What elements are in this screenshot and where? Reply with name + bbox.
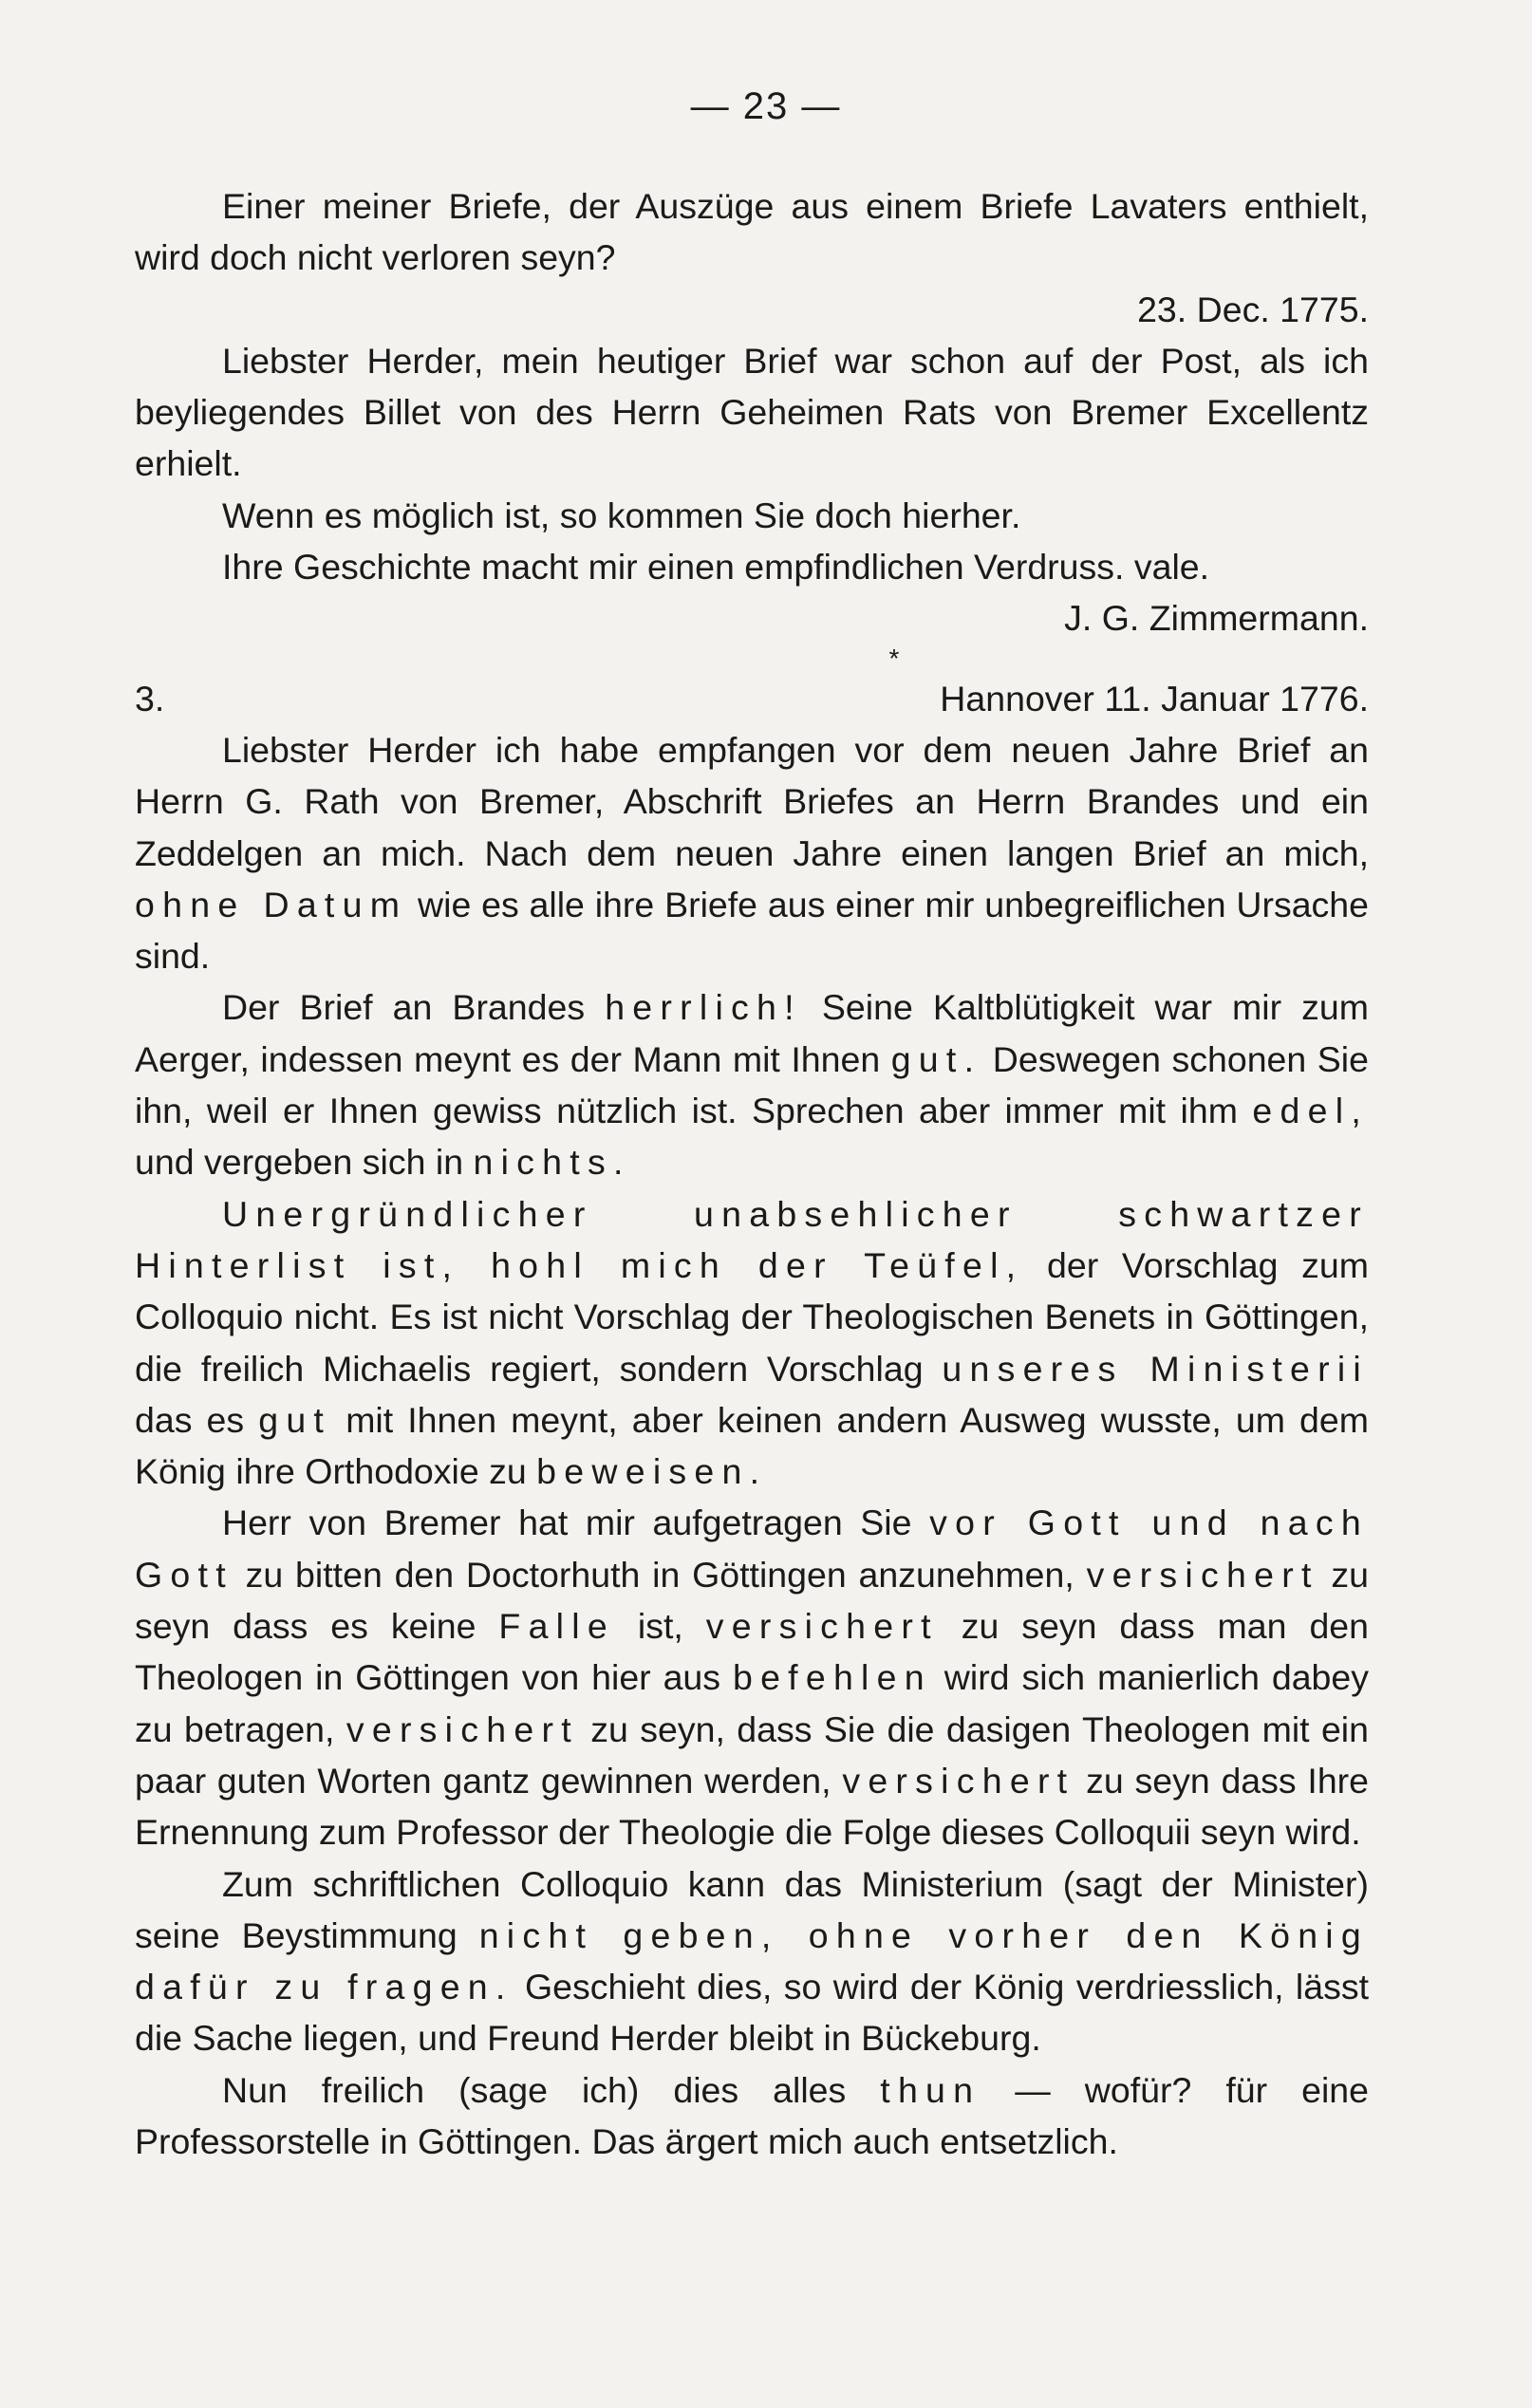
letter-place-date: Hannover 11. Januar 1776. [940, 678, 1369, 719]
page-number: — 23 — [690, 85, 842, 127]
paragraph [135, 1497, 1369, 1857]
paragraph: Einer meiner Briefe, der Auszüge aus einem Briefe Lavaters enthielt, wird doch nicht verloren seyn? [135, 186, 1369, 278]
paragraph [135, 2064, 1369, 2168]
spaced-emphasis: gut [258, 1399, 332, 1440]
paragraph: Ihre Geschichte macht mir einen empfindlichen Verdruss. vale. [222, 547, 1210, 588]
spaced-emphasis: thun [880, 2069, 981, 2110]
spaced-emphasis: befehlen [732, 1657, 932, 1698]
text-run: Der Brief an Brandes [222, 987, 586, 1028]
text-run: Nun freilich (sage ich) dies alles [222, 2069, 847, 2110]
spaced-emphasis: versichert [346, 1708, 579, 1749]
spaced-emphasis: edel, [1252, 1091, 1369, 1131]
text-run: Herr von Bremer hat mir aufgetragen Sie [222, 1503, 912, 1543]
text-run: wie es alle ihre Briefe aus einer mir unbegreiflichen Ursache sind. [135, 884, 1370, 977]
text-run: — wofür? für eine Professorstelle in Göttingen. Das ärgert mich auch entsetzlich. [135, 2069, 1369, 2161]
spaced-emphasis: nicht geben, ohne vorher den König dafür zu fragen. [135, 1914, 1369, 2007]
text-run: zu seyn, dass Sie die dasigen Theologen mit ein paar guten Worten gantz gewinnen werden, [135, 1708, 1369, 1801]
spaced-emphasis: ohne Datum [135, 884, 408, 924]
text-run: Liebster Herder ich habe empfangen vor dem neuen Jahre Brief an Herrn G. Rath von Bremer, Abschrift Briefes an Herrn Brandes und ein Zeddelgen an mich. Nach dem neuen Jahre einen langen Brief an mich, [135, 729, 1369, 873]
paragraph [135, 981, 1369, 1187]
letter-number: 3. [135, 678, 165, 719]
spaced-emphasis: nichts. [473, 1142, 631, 1183]
letter-date: 23. Dec. 1775. [1137, 289, 1369, 329]
text-run: zu seyn dass es keine [135, 1554, 1370, 1647]
text-run: zu bitten den Doctorhuth in Göttingen anzunehmen, [245, 1554, 1074, 1595]
text-run: ist, [637, 1606, 683, 1647]
text-run: wird sich manierlich dabey zu betragen, [135, 1657, 1370, 1749]
text-run: zu seyn dass Ihre Ernennung zum Professor der Theologie die Folge dieses Colloquii seyn wird. [135, 1760, 1370, 1853]
paragraph [135, 1858, 1369, 2064]
spaced-emphasis: Unergründlicher unabsehlicher schwartzer Hinterlist ist, hohl mich der Teüfel, [135, 1193, 1369, 1285]
spaced-emphasis: versichert [842, 1760, 1075, 1801]
spaced-emphasis: herrlich! [605, 987, 802, 1028]
spaced-emphasis: gut. [890, 1038, 982, 1079]
section-separator: * [888, 643, 900, 673]
spaced-emphasis: versichert [1086, 1554, 1319, 1595]
text-run: mit Ihnen meynt, aber keinen andern Ausweg wusste, um dem König ihre Orthodoxie zu [135, 1399, 1369, 1492]
spaced-emphasis: versichert [705, 1606, 939, 1647]
signature: J. G. Zimmermann. [1064, 598, 1369, 639]
spaced-emphasis: vor Gott und nach Gott [135, 1503, 1369, 1595]
paragraph [135, 1188, 1369, 1498]
body-text [135, 180, 1369, 2167]
text-run: Geschieht dies, so wird der König verdriesslich, lässt die Sache liegen, und Freund Herder bleibt in Bückeburg. [135, 1967, 1369, 2059]
text-run: Deswegen schonen Sie ihn, weil er Ihnen gewiss nützlich ist. Sprechen aber immer mit ihm [135, 1038, 1369, 1131]
text-run: das es [135, 1399, 245, 1440]
letter-heading [135, 673, 1369, 724]
spaced-emphasis: Falle [498, 1606, 615, 1647]
text-run: und vergeben sich in [135, 1142, 464, 1183]
spaced-emphasis: unseres Ministerii [942, 1348, 1369, 1389]
paragraph: Wenn es möglich ist, so kommen Sie doch hierher. [222, 495, 1021, 535]
text-run: Seine Kaltblütigkeit war mir zum Aerger, indessen meynt es der Mann mit Ihnen [135, 987, 1370, 1079]
text-run: der Vorschlag zum Colloquio nicht. Es ist nicht Vorschlag der Theologischen Benets in Göttingen, die freilich Michaelis regiert, sondern Vorschlag [135, 1244, 1369, 1389]
text-run: Zum schriftlichen Colloquio kann das Ministerium (sagt der Minister) seine Beystimmung [135, 1863, 1369, 1955]
text-run: zu seyn dass man den Theologen in Göttingen von hier aus [135, 1606, 1370, 1698]
spaced-emphasis: beweisen. [536, 1451, 768, 1492]
paragraph [135, 724, 1369, 981]
paragraph: Liebster Herder, mein heutiger Brief war schon auf der Post, als ich beyliegendes Billet von des Herrn Geheimen Rats von Bremer Excellentz erhielt. [135, 340, 1369, 484]
